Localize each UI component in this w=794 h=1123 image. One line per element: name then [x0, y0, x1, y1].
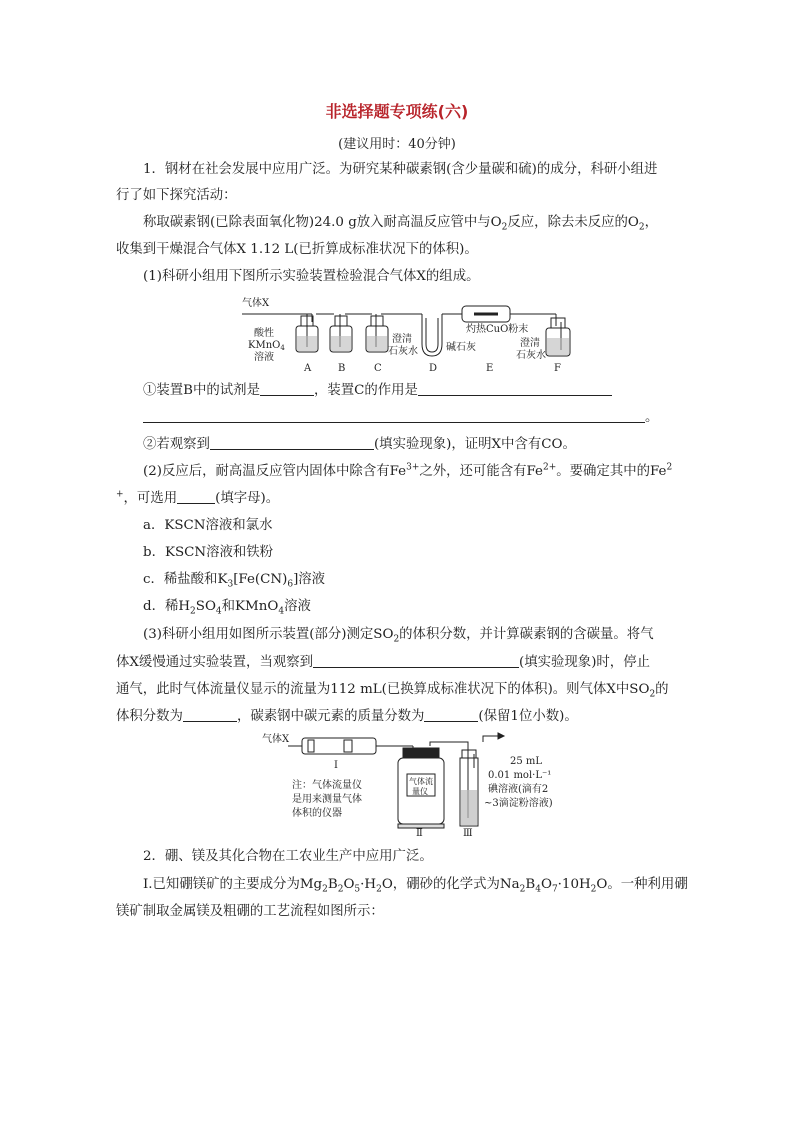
- q2-part1-line2: 镁矿制取金属镁及粗硼的工艺流程如图所示：: [116, 904, 384, 919]
- answer-blank[interactable]: [424, 708, 478, 722]
- fig1-reagent-a-line3: 溶液: [254, 352, 274, 363]
- q1-part1-prompt: (1)科研小组用下图所示实验装置检验混合气体X的组成。: [143, 269, 480, 284]
- answer-blank[interactable]: [183, 708, 237, 722]
- q1-intro-line2: 行了如下探究活动：: [116, 188, 237, 203]
- page-title: 非选择题专项练(六): [325, 102, 469, 121]
- fig2-note-line2: 是用来测量气体: [292, 794, 362, 805]
- fig2-solution-line4: ~3滴淀粉溶液): [484, 798, 553, 809]
- q1-option-c: c．稀盐酸和$K_3[Fe(CN)_6]$溶液: [143, 572, 326, 590]
- q1-sub2-line: ②若观察到 (填实验现象)，证明X中含有CO。: [143, 437, 576, 452]
- fig1-reagent-a-line2: KMnO$_4$: [248, 340, 285, 352]
- fig2-solution-line3: 碘溶液(滴有2: [488, 784, 549, 795]
- answer-blank[interactable]: [313, 654, 519, 668]
- fig1-letter-c: C: [374, 363, 382, 374]
- answer-blank[interactable]: [260, 382, 314, 396]
- q1-part2-line1: (2)反应后，耐高温反应管内固体中除含有$Fe^{3+}$之外，还可能含有$Fe^{2+}$。要确定其中的Fe$^2$: [143, 462, 673, 479]
- fig1-reagent-c-line2: 石灰水: [388, 346, 418, 357]
- fig1-reagent-e: 灼热CuO粉末: [466, 324, 529, 335]
- q1-option-a: a．KSCN溶液和氯水: [143, 518, 273, 533]
- fig1-letter-b: B: [338, 363, 346, 374]
- q1-para1-line1: 称取碳素钢(已除表面氧化物)24.0 g放入耐高温反应管中与$O_2$反应，除去未反应的$O_2$，: [143, 215, 659, 233]
- fig1-letter-e: E: [486, 363, 494, 374]
- fig2-meter-line2: 量仪: [412, 787, 428, 796]
- fig2-meter-line1: 气体流: [409, 777, 433, 786]
- q1-sub1-line2: 。: [143, 409, 658, 427]
- fig2-solution-line1: 25 mL: [510, 756, 543, 767]
- q2-intro: 2．硼、镁及其化合物在工农业生产中应用广泛。: [143, 849, 433, 864]
- q2-part1-line1: Ⅰ.已知硼镁矿的主要成分为$Mg_2B_2O_5\cdot H_2O$，硼砂的化学式为$Na_2B_4O_7\cdot 10H_2O$。一种利用硼: [143, 877, 688, 895]
- q1-option-d: d．稀$H_2SO_4$和KMnO$_4$溶液: [143, 599, 311, 617]
- fig1-reagent-a-line1: 酸性: [254, 328, 274, 339]
- fig2-label-iii: Ⅲ: [463, 828, 473, 839]
- q1-part3-line1: (3)科研小组用如图所示装置(部分)测定$SO_2$的体积分数，并计算碳素钢的含碳量。将气: [143, 627, 654, 645]
- fig2-solution-line2: 0.01 mol·L⁻¹: [488, 770, 552, 781]
- fig1-gas-label: 气体X: [242, 298, 270, 309]
- answer-blank[interactable]: [143, 409, 645, 423]
- apparatus-figure-2: [258, 728, 598, 840]
- fig1-letter-d: D: [429, 363, 438, 374]
- q1-sub1-line1: ①装置B中的试剂是 ，装置C的作用是: [143, 382, 612, 400]
- q1-intro-line1: 1．钢材在社会发展中应用广泛。为研究某种碳素钢(含少量碳和硫)的成分，科研小组进: [143, 162, 658, 177]
- q1-part3-line4: 体积分数为 ，碳素钢中碳元素的质量分数为 (保留1位小数)。: [116, 709, 578, 724]
- fig1-reagent-d: 碱石灰: [446, 342, 476, 353]
- answer-blank[interactable]: [210, 436, 374, 450]
- fig1-letter-a: A: [304, 363, 312, 374]
- apparatus-figure-1: [234, 292, 586, 374]
- fig1-reagent-f-line1: 澄清: [520, 338, 540, 349]
- fig1-letter-f: F: [554, 363, 561, 374]
- q1-part3-line3: 通气，此时气体流量仪显示的流量为112 mL(已换算成标准状况下的体积)。则气体X中$SO_2$的: [116, 682, 669, 700]
- fig2-label-ii: Ⅱ: [416, 828, 423, 839]
- fig2-gas-label: 气体X: [262, 734, 290, 745]
- fig2-note-line3: 体积的仪器: [292, 808, 342, 819]
- fig2-note-line1: 注：气体流量仪: [292, 780, 362, 791]
- q1-part3-line2: 体X缓慢通过实验装置，当观察到 (填实验现象)时，停止: [116, 655, 650, 670]
- answer-blank[interactable]: [418, 382, 612, 396]
- fig1-reagent-f-line2: 石灰水: [516, 350, 546, 361]
- answer-blank[interactable]: [177, 490, 215, 504]
- fig2-label-i: Ⅰ: [334, 760, 338, 771]
- q1-para1-line2: 收集到干燥混合气体X 1.12 L(已折算成标准状况下的体积)。: [116, 242, 478, 257]
- q1-option-b: b．KSCN溶液和铁粉: [143, 545, 274, 560]
- q1-part2-line2: +，可选用 (填字母)。: [116, 489, 280, 506]
- page-subtitle: (建议用时：40分钟): [338, 137, 456, 152]
- fig1-reagent-c-line1: 澄清: [392, 334, 412, 345]
